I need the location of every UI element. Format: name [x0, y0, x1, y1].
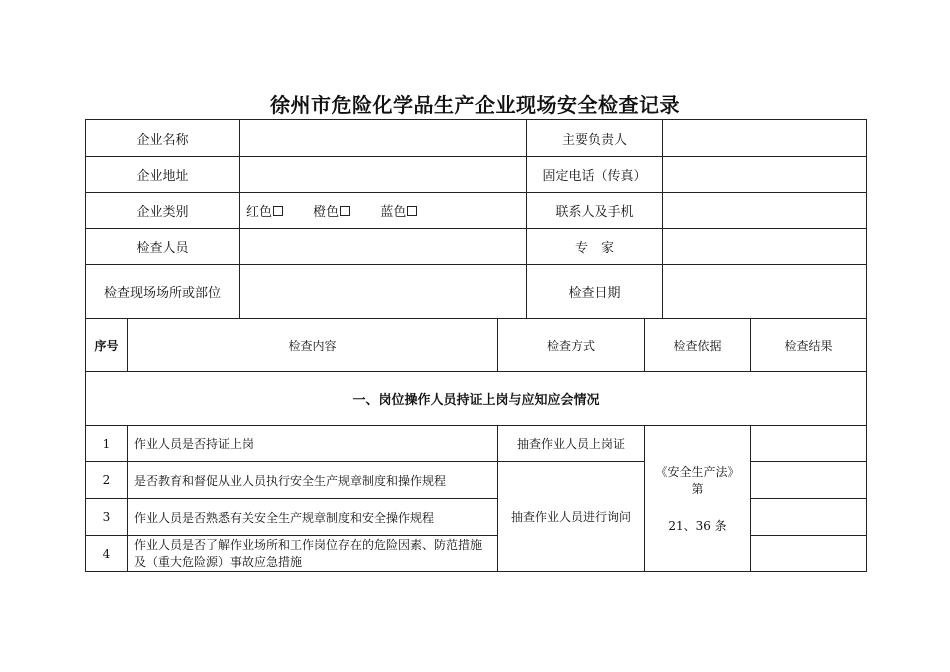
row-content: 作业人员是否持证上岗 — [128, 426, 498, 462]
checkbox-icon[interactable] — [340, 206, 350, 216]
row-no: 2 — [86, 462, 128, 499]
header-no: 序号 — [86, 319, 128, 372]
checkbox-icon[interactable] — [407, 206, 417, 216]
category-option-blue[interactable]: 蓝色 — [380, 201, 417, 220]
document-title: 徐州市危险化学品生产企业现场安全检查记录 — [270, 93, 680, 117]
category-option-red[interactable]: 红色 — [246, 201, 283, 220]
result-cell[interactable] — [751, 462, 867, 499]
result-cell[interactable] — [751, 426, 867, 462]
category-option-orange[interactable]: 橙色 — [313, 201, 350, 220]
address-field[interactable] — [240, 157, 527, 193]
row-no: 4 — [86, 536, 128, 572]
row-content: 是否教育和督促从业人员执行安全生产规章制度和操作规程 — [128, 462, 498, 499]
expert-field[interactable] — [663, 229, 867, 265]
principal-label: 主要负责人 — [527, 120, 663, 157]
header-basis: 检查依据 — [645, 319, 751, 372]
header-content: 检查内容 — [128, 319, 498, 372]
date-field[interactable] — [663, 265, 867, 319]
category-options — [240, 193, 527, 229]
date-label: 检查日期 — [527, 265, 663, 319]
principal-field[interactable] — [663, 120, 867, 157]
checkbox-icon[interactable] — [273, 206, 283, 216]
expert-label: 专 家 — [527, 229, 663, 265]
category-label: 企业类别 — [86, 193, 240, 229]
header-result: 检查结果 — [751, 319, 867, 372]
row-no: 3 — [86, 499, 128, 536]
inspection-table — [85, 318, 867, 572]
row-content: 作业人员是否熟悉有关安全生产规章制度和安全操作规程 — [128, 499, 498, 536]
phone-field[interactable] — [663, 157, 867, 193]
inspector-label: 检查人员 — [86, 229, 240, 265]
site-field[interactable] — [240, 265, 527, 319]
inspector-field[interactable] — [240, 229, 527, 265]
contact-field[interactable] — [663, 193, 867, 229]
site-label: 检查现场场所或部位 — [86, 265, 240, 319]
method-cell-2: 抽查作业人员进行询问 — [498, 462, 645, 572]
company-info-table — [85, 119, 867, 319]
company-name-field[interactable] — [240, 120, 527, 157]
header-method: 检查方式 — [498, 319, 645, 372]
company-name-label: 企业名称 — [86, 120, 240, 157]
phone-label: 固定电话（传真） — [527, 157, 663, 193]
result-cell[interactable] — [751, 499, 867, 536]
method-cell-1: 抽查作业人员上岗证 — [498, 426, 645, 462]
section-title: 一、岗位操作人员持证上岗与应知应会情况 — [86, 372, 867, 426]
basis-cell: 《安全生产法》第 21、36 条 — [645, 426, 751, 572]
contact-label: 联系人及手机 — [527, 193, 663, 229]
address-label: 企业地址 — [86, 157, 240, 193]
row-no: 1 — [86, 426, 128, 462]
result-cell[interactable] — [751, 536, 867, 572]
row-content: 作业人员是否了解作业场所和工作岗位存在的危险因素、防范措施及（重大危险源）事故应急措施 — [128, 536, 498, 572]
